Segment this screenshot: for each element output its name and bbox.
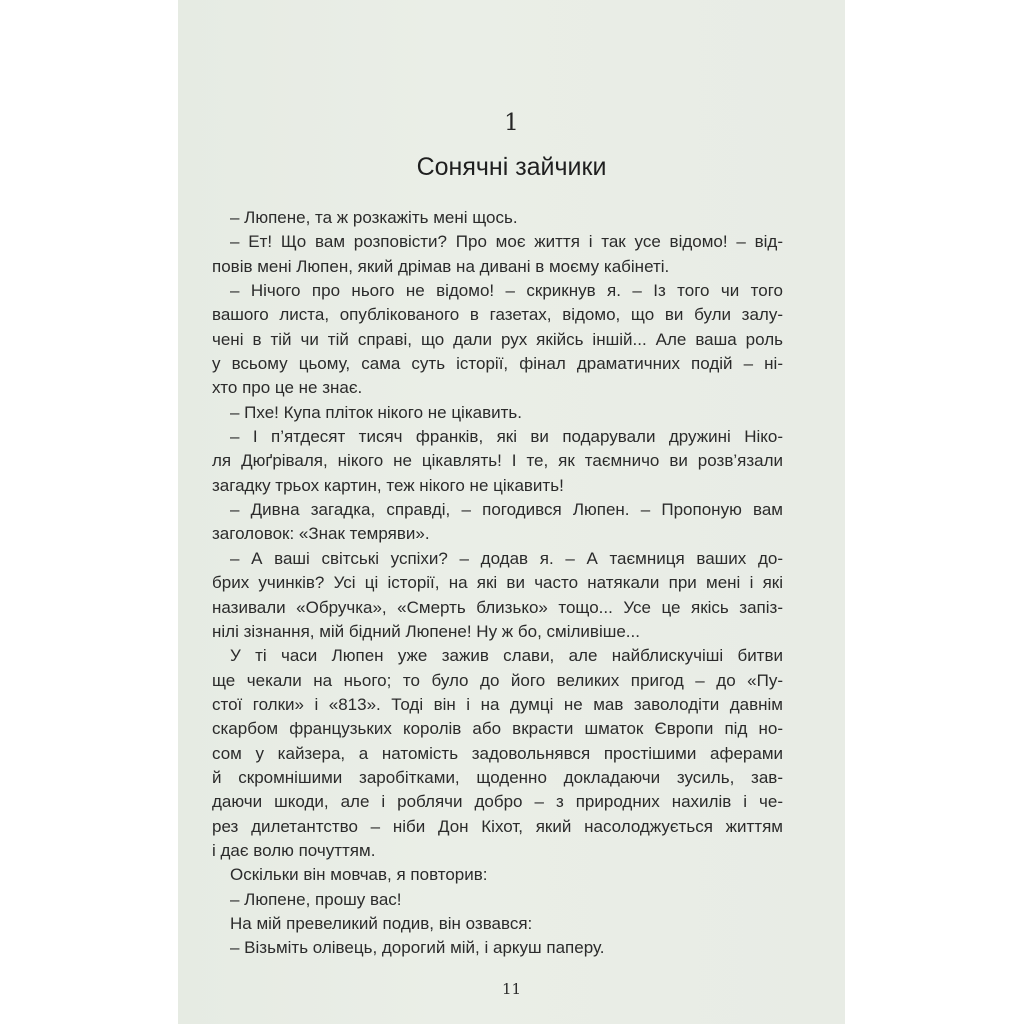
text-line: стої голки» і «813». Тоді він і на думці не мав заволодіти давнім [212,694,783,714]
text-line: нілі зізнання, мій бідний Люпене! Ну ж бо, сміливіше... [212,621,640,641]
text-line: сом у кайзера, а натомість задовольнявся простішими аферами [212,743,783,763]
text-line: – Дивна загадка, справді, – погодився Люпен. – Пропоную вам [230,500,783,520]
page-number: 11 [501,980,522,998]
text-line: ще чекали на нього; то було до його великих пригод – до «Пу- [212,670,783,690]
text-line: – І п’ятдесят тисяч франків, які ви подарували дружині Ніко- [230,427,783,447]
text-line: рез дилетантство – ніби Дон Кіхот, який насолоджується життям [212,816,783,836]
text-line: й скромнішими заробітками, щоденно докладаючи зусиль, зав- [212,767,783,787]
text-line: У ті часи Люпен уже зажив слави, але найблискучіші битви [230,646,783,666]
text-line: скарбом французьких королів або вкрасти шматок Європи під но- [212,719,783,739]
text-line: – Люпене, прошу вас! [230,889,402,909]
text-line: Оскільки він мовчав, я повторив: [230,865,488,885]
book-page [178,0,845,1024]
chapter-title: Сонячні зайчики [416,153,607,181]
text-line: заголовок: «Знак темряви». [212,524,430,544]
text-line: – Візьміть олівець, дорогий мій, і аркуш паперу. [230,938,605,958]
text-line: – Нічого про нього не відомо! – скрикнув я. – Із того чи того [230,281,783,301]
text-line: брих учинків? Усі ці історії, на які ви часто натякали при мені і які [212,573,783,593]
text-line: – Ет! Що вам розповісти? Про моє життя і так усе відомо! – від- [230,232,783,252]
chapter-number: 1 [504,110,519,136]
body-text [212,206,783,961]
text-line: – Люпене, та ж розкажіть мені щось. [230,208,518,227]
text-line: загадку трьох картин, теж нікого не цікавить! [212,475,564,495]
text-line: вашого листа, опублікованого в газетах, відомо, що ви були залу- [212,305,783,325]
text-line: ля Дюґріваля, нікого не цікавлять! І те, як таємничо ви розв’язали [212,451,783,471]
text-line: у всьому цьому, сама суть історії, фінал драматичних подій – ні- [212,354,783,374]
text-line: даючи шкоди, але і роблячи добро – з природних нахилів і че- [212,792,783,812]
text-line: хто про це не знає. [212,378,363,398]
text-line: – Пхе! Купа пліток нікого не цікавить. [230,402,522,422]
text-line: і дає волю почуттям. [212,840,376,860]
text-line: повів мені Люпен, який дрімав на дивані в моєму кабінеті. [212,256,670,276]
text-line: – А ваші світські успіхи? – додав я. – А таємниця ваших до- [230,548,783,568]
text-line: чені в тій чи тій справі, що дали рух якійсь іншій... Але ваша роль [212,329,783,349]
text-line: На мій превеликий подив, він озвався: [230,913,533,933]
text-line: називали «Обручка», «Смерть близько» тощо... Усе це якісь запіз- [212,597,783,617]
